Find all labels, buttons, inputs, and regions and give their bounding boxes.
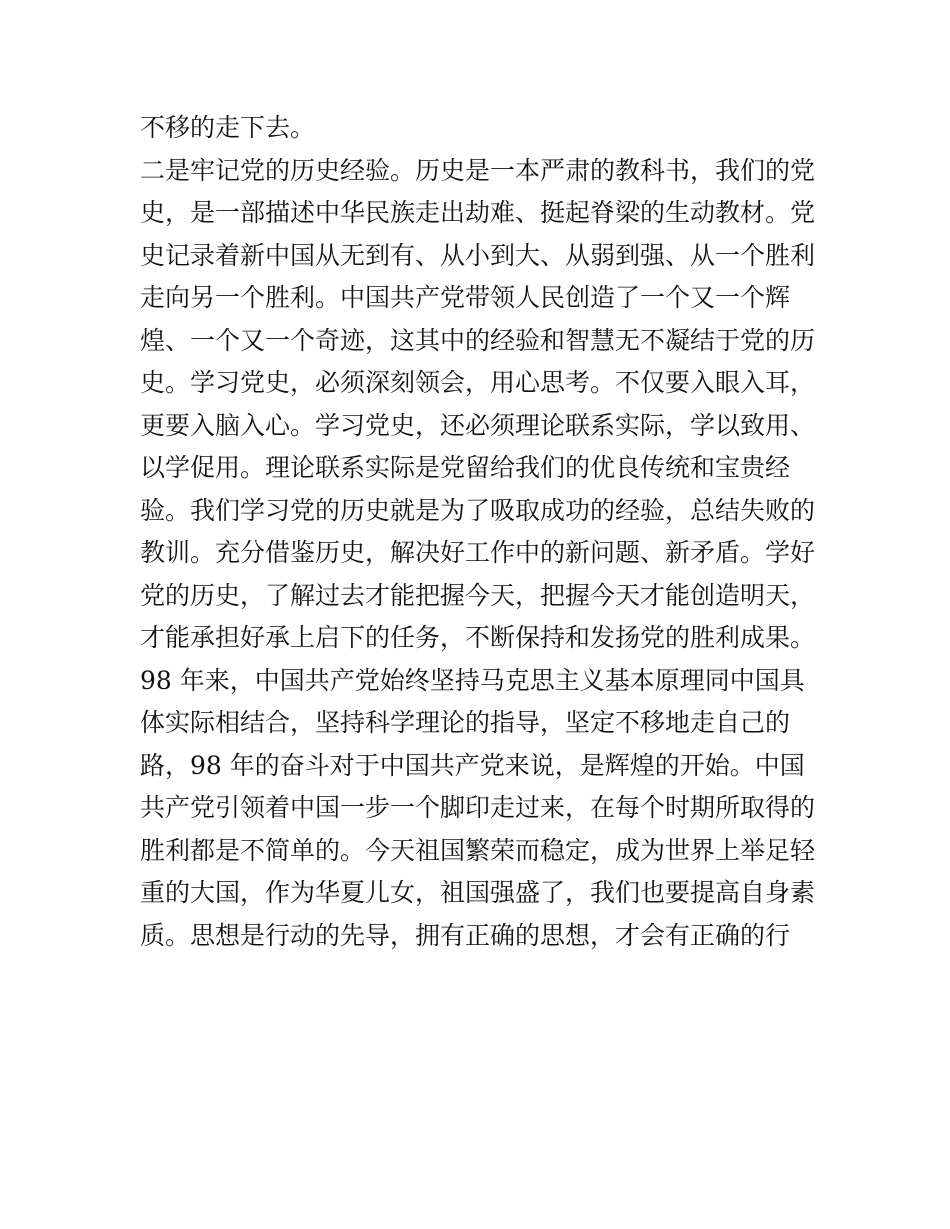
text-line: 不移的走下去。 bbox=[140, 113, 316, 142]
text-line: 98 年来，中国共产党始终坚持马克思主义基本原理同中国具 bbox=[140, 665, 805, 695]
text-line: 重的大国，作为华夏儿女，祖国强盛了，我们也要提高自身素 bbox=[140, 878, 816, 907]
text-line: 煌、一个又一个奇迹，这其中的经验和智慧无不凝结于党的历 bbox=[140, 325, 816, 355]
text-line: 史，是一部描述中华民族走出劫难、挺起脊梁的生动教材。党 bbox=[140, 198, 816, 227]
text-line: 教训。充分借鉴历史，解决好工作中的新问题、新矛盾。学好 bbox=[140, 538, 816, 567]
text-line: 胜利都是不简单的。今天祖国繁荣而稳定，成为世界上举足轻 bbox=[140, 835, 816, 865]
text-line: 史。学习党史，必须深刻领会，用心思考。不仅要入眼入耳， bbox=[140, 368, 816, 397]
document-body bbox=[140, 108, 820, 958]
text-line: 史记录着新中国从无到有、从小到大、从弱到强、从一个胜利 bbox=[140, 240, 816, 270]
text-line: 以学促用。理论联系实际是党留给我们的优良传统和宝贵经 bbox=[140, 453, 791, 482]
text-line: 验。我们学习党的历史就是为了吸取成功的经验，总结失败的 bbox=[140, 495, 816, 525]
text-line: 质。思想是行动的先导，拥有正确的思想，才会有正确的行 bbox=[140, 920, 791, 950]
text-line: 更要入脑入心。学习党史，还必须理论联系实际，学以致用、 bbox=[140, 410, 816, 440]
text-line: 体实际相结合，坚持科学理论的指导，坚定不移地走自己的 bbox=[140, 708, 791, 737]
text-line: 路，98 年的奋斗对于中国共产党来说，是辉煌的开始。中国 bbox=[140, 750, 805, 780]
text-line: 才能承担好承上启下的任务，不断保持和发扬党的胜利成果。 bbox=[140, 623, 816, 652]
text-line: 二是牢记党的历史经验。历史是一本严肃的教科书，我们的党 bbox=[140, 155, 816, 185]
text-line: 党的历史，了解过去才能把握今天，把握今天才能创造明天， bbox=[140, 580, 816, 610]
text-line: 走向另一个胜利。中国共产党带领人民创造了一个又一个辉 bbox=[140, 283, 791, 312]
text-line: 共产党引领着中国一步一个脚印走过来，在每个时期所取得的 bbox=[140, 793, 816, 822]
